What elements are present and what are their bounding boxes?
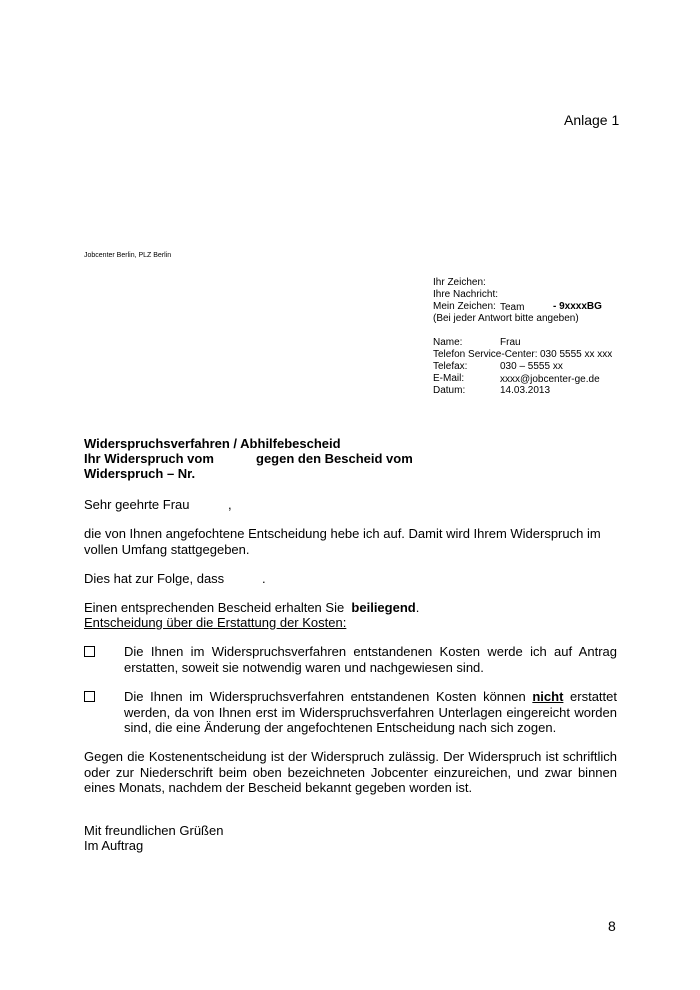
phone-label: Telefon Service-Center: [433,349,538,360]
option-1-text: Die Ihnen im Widerspruchsverfahren entstandenen Kosten werde ich auf Antrag erstatten, soweit sie notwendig waren und nachgewiesen sind. [124,644,617,675]
mein-zeichen-team: Team [500,302,525,313]
subject-line-3: Widerspruch – Nr. [84,466,196,481]
sender-line: Jobcenter Berlin, PLZ Berlin [84,252,172,259]
phone-value: 030 5555 xx xxx [540,349,613,360]
annex-label: Anlage 1 [564,112,620,128]
mein-zeichen-code: - 9xxxxBG [553,301,602,312]
email-label: E-Mail: [433,373,465,384]
paragraph-2 [84,571,617,587]
ihr-zeichen-label: Ihr Zeichen: [433,277,486,288]
name-value: Frau [500,337,521,348]
reference-note: (Bei jeder Antwort bitte angeben) [433,313,579,324]
paragraph-1: die von Ihnen angefochtene Entscheidung hebe ich auf. Damit wird Ihrem Widerspruch im vollen Umfang stattgegeben. [84,526,601,557]
salutation [84,497,617,513]
option-2-suffix: erstattet werden, da von Ihnen erst im Widerspruchsverfahren Unterlagen eingereicht worden sind, die eine Änderung der angefochtenen Entscheidung nach sich zogen. [124,689,617,735]
fax-value: 030 – 5555 xx [500,361,563,372]
option-1-checkbox[interactable] [84,646,95,657]
paragraph-3-prefix: Einen entsprechenden Bescheid erhalten Sie [84,600,345,615]
subject-line-1: Widerspruchsverfahren / Abhilfebescheid [84,436,341,451]
paragraph-4: Gegen die Kostenentscheidung ist der Widerspruch zulässig. Der Widerspruch ist schriftlich oder zur Niederschrift beim oben bezeichneten Jobcenter einzureichen, und zwar binnen eines Monats, nachdem der Bescheid bekannt gegeben worden ist. [84,749,617,795]
paragraph-3-bold: beiliegend [351,600,416,615]
name-label: Name: [433,337,463,348]
subject-line-2a: Ihr Widerspruch vom [84,451,214,466]
paragraph-3 [84,600,617,616]
date-value: 14.03.2013 [500,385,551,396]
page-number: 8 [608,918,616,934]
option-2-text [124,689,617,736]
option-2-prefix: Die Ihnen im Widerspruchsverfahren entstandenen Kosten können [124,689,526,704]
option-2-bold: nicht [532,689,564,704]
paragraph-3-suffix: . [415,600,420,615]
paragraph-2-suffix: . [262,571,266,586]
email-value: xxxx@jobcenter-ge.de [500,374,600,385]
salutation-text: Sehr geehrte Frau [84,497,190,512]
salutation-comma: , [228,497,232,512]
mein-zeichen-label: Mein Zeichen: [433,301,496,312]
date-label: Datum: [433,385,466,396]
ihre-nachricht-label: Ihre Nachricht: [433,289,499,300]
closing-2: Im Auftrag [84,838,144,853]
paragraph-2-prefix: Dies hat zur Folge, dass [84,571,225,586]
fax-label: Telefax: [433,361,468,372]
option-2-checkbox[interactable] [84,691,95,702]
closing-1: Mit freundlichen Grüßen [84,823,224,838]
cost-heading: Entscheidung über die Erstattung der Kosten: [84,615,347,630]
subject-line-2b: gegen den Bescheid vom [256,451,413,466]
